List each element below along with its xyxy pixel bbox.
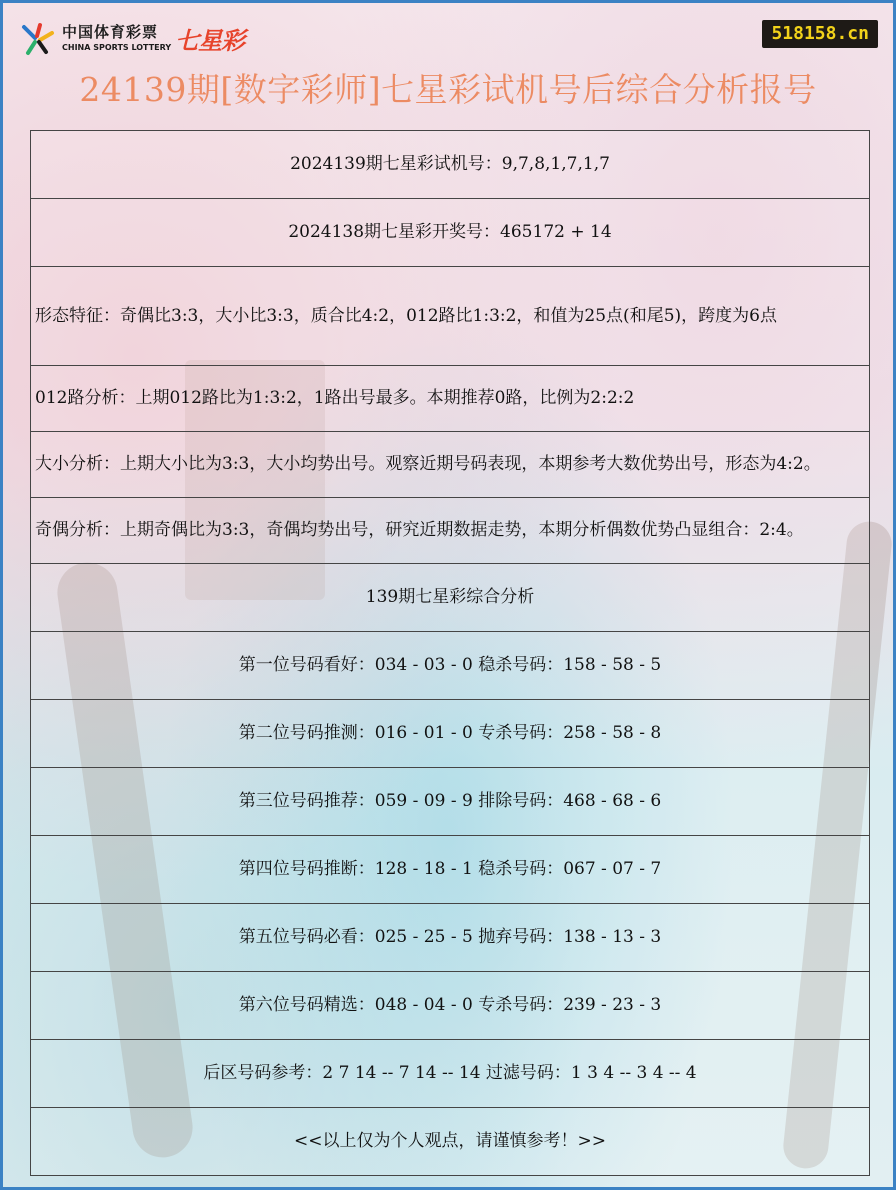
- table-row: [31, 1108, 870, 1176]
- position-4-cell: 第四位号码推断：128 - 18 - 1 稳杀号码：067 - 07 - 7: [31, 836, 870, 904]
- site-badge[interactable]: 518158.cn: [762, 20, 878, 48]
- draw-result-cell: 2024138期七星彩开奖号：465172 + 14: [31, 199, 870, 267]
- table-row: [31, 972, 870, 1040]
- table-row: [31, 1040, 870, 1108]
- pattern-feature-cell: 形态特征：奇偶比3:3，大小比3:3，质合比4:2，012路比1:3:2，和值为25点(和尾5)，跨度为6点: [31, 267, 870, 366]
- page-title: 24139期[数字彩师]七星彩试机号后综合分析报号: [79, 70, 817, 109]
- table-row: [31, 700, 870, 768]
- size-analysis-cell: 大小分析：上期大小比为3:3，大小均势出号。观察近期号码表现，本期参考大数优势出号，形态为4:2。: [31, 432, 870, 498]
- lottery-name-en: CHINA SPORTS LOTTERY: [62, 42, 172, 52]
- lottery-star-icon: [18, 19, 56, 57]
- table-row: [31, 131, 870, 199]
- route-analysis-cell: 012路分析：上期012路比为1:3:2，1路出号最多。本期推荐0路，比例为2:2:2: [31, 366, 870, 432]
- table-row: [31, 836, 870, 904]
- odd-even-analysis-cell: 奇偶分析：上期奇偶比为3:3，奇偶均势出号，研究近期数据走势，本期分析偶数优势凸显组合：2:4。: [31, 498, 870, 564]
- position-6-cell: 第六位号码精选：048 - 04 - 0 专杀号码：239 - 23 - 3: [31, 972, 870, 1040]
- analysis-table: [30, 130, 870, 1176]
- disclaimer-cell: <<以上仅为个人观点，请谨慎参考！>>: [31, 1108, 870, 1176]
- table-row: [31, 768, 870, 836]
- section-heading-cell: 139期七星彩综合分析: [31, 564, 870, 632]
- table-row: [31, 366, 870, 432]
- table-row: [31, 904, 870, 972]
- china-sports-lottery-logo: [18, 18, 278, 58]
- position-5-cell: 第五位号码必看：025 - 25 - 5 抛弃号码：138 - 13 - 3: [31, 904, 870, 972]
- table-row: [31, 498, 870, 564]
- table-row: [31, 267, 870, 366]
- position-1-cell: 第一位号码看好：034 - 03 - 0 稳杀号码：158 - 58 - 5: [31, 632, 870, 700]
- position-3-cell: 第三位号码推荐：059 - 09 - 9 排除号码：468 - 68 - 6: [31, 768, 870, 836]
- position-2-cell: 第二位号码推测：016 - 01 - 0 专杀号码：258 - 58 - 8: [31, 700, 870, 768]
- table-row: [31, 432, 870, 498]
- game-name-logo: 七星彩: [175, 26, 245, 55]
- lottery-name-cn: 中国体育彩票: [62, 22, 159, 41]
- table-row: [31, 564, 870, 632]
- table-row: [31, 199, 870, 267]
- page-header: [0, 0, 896, 125]
- trial-number-cell: 2024139期七星彩试机号：9,7,8,1,7,1,7: [31, 131, 870, 199]
- table-row: [31, 632, 870, 700]
- back-zone-cell: 后区号码参考：2 7 14 -- 7 14 -- 14 过滤号码：1 3 4 -- 3 4 -- 4: [31, 1040, 870, 1108]
